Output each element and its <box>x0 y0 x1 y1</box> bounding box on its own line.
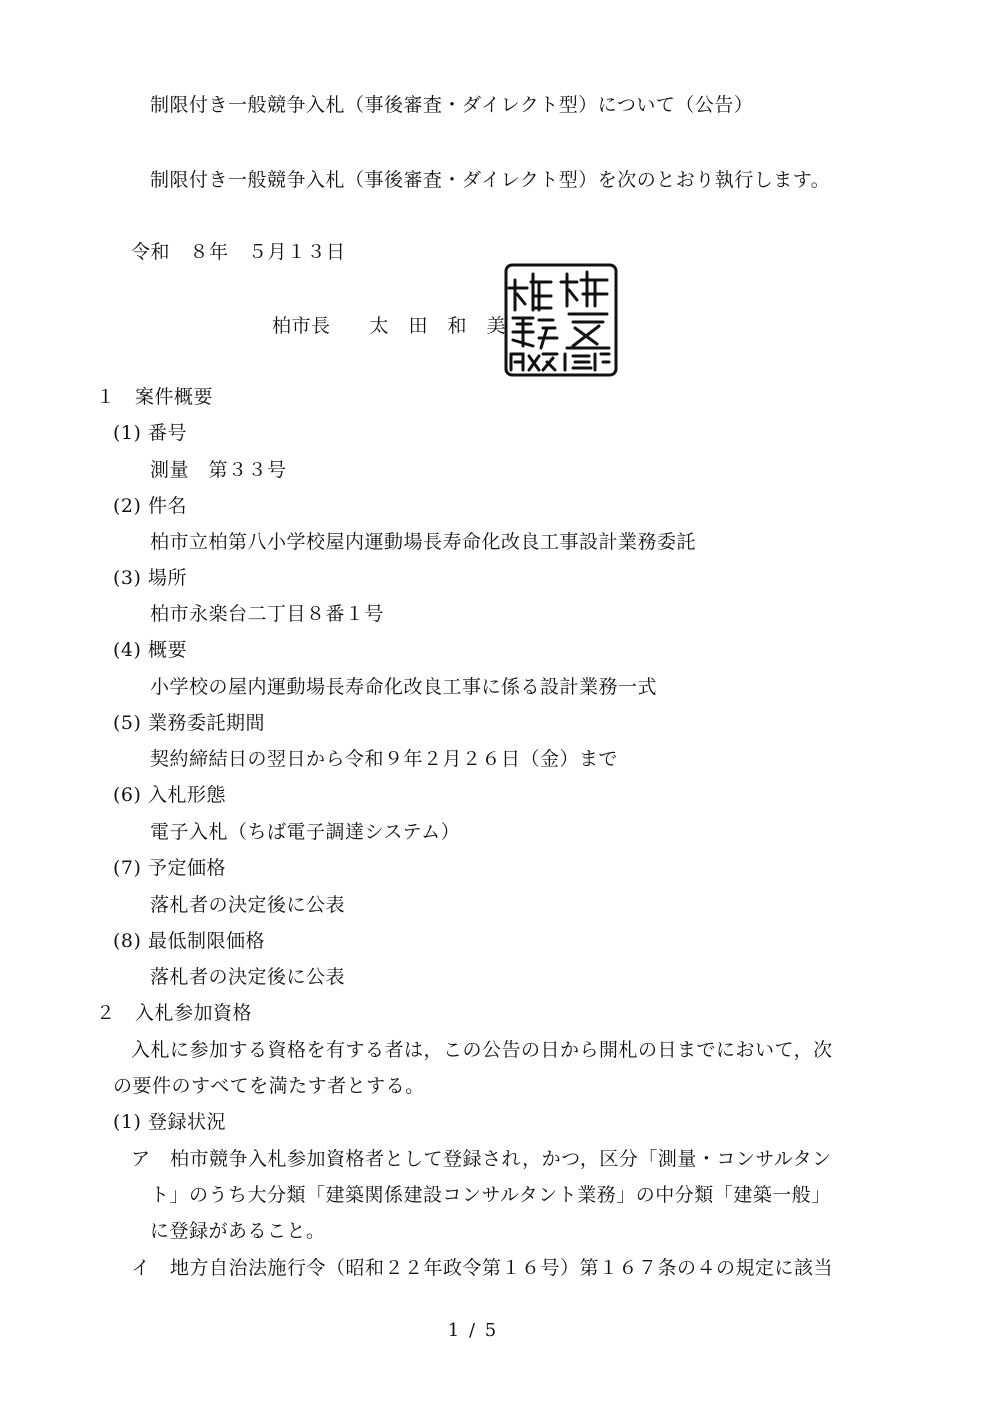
requirement-a-line-2: ト」のうち大分類「建築関係建設コンサルタント業務」の中分類「建築一般」 <box>150 1184 831 1206</box>
item-1-value: 測量 第３３号 <box>150 459 287 481</box>
section-1-heading: １ 案件概要 <box>96 386 214 408</box>
item-8-label: (8) 最低制限価格 <box>113 930 265 952</box>
subsection-1-label: (1) 登録状況 <box>113 1111 226 1133</box>
requirement-a-line-1: ア 柏市競争入札参加資格者として登録され，かつ，区分「測量・コンサルタン <box>131 1148 832 1170</box>
item-8-value: 落札者の決定後に公表 <box>150 966 346 988</box>
issue-date: 令和 ８年 ５月１３日 <box>131 241 346 263</box>
section-2-paragraph-line-1: 入札に参加する資格を有する者は，この公告の日から開札の日までにおいて，次 <box>131 1039 833 1061</box>
requirement-i-line-1: イ 地方自治法施行令（昭和２２年政令第１６号）第１６７条の４の規定に該当 <box>131 1257 834 1279</box>
page-number: 1 / 5 <box>447 1320 499 1341</box>
issuer-name: 柏市長 太 田 和 美 <box>272 315 507 337</box>
requirement-a-line-3: に登録があること。 <box>150 1220 326 1242</box>
item-5-label: (5) 業務委託期間 <box>113 712 265 734</box>
item-4-value: 小学校の屋内運動場長寿命化改良工事に係る設計業務一式 <box>150 676 658 698</box>
official-seal <box>503 262 619 378</box>
section-2-heading: ２ 入札参加資格 <box>96 1002 253 1024</box>
item-7-value: 落札者の決定後に公表 <box>150 894 346 916</box>
item-3-label: (3) 場所 <box>113 567 187 589</box>
section-2-paragraph-line-2: の要件のすべてを満たす者とする。 <box>113 1075 425 1097</box>
item-1-label: (1) 番号 <box>113 422 187 444</box>
item-7-label: (7) 予定価格 <box>113 857 226 879</box>
item-6-label: (6) 入札形態 <box>113 784 226 806</box>
item-2-label: (2) 件名 <box>113 495 187 517</box>
document-title: 制限付き一般競争入札（事後審査・ダイレクト型）について（公告） <box>150 94 754 116</box>
item-6-value: 電子入札（ちば電子調達システム） <box>150 821 461 843</box>
item-4-label: (4) 概要 <box>113 639 187 661</box>
item-3-value: 柏市永楽台二丁目８番１号 <box>150 603 385 625</box>
item-5-value: 契約締結日の翌日から令和９年２月２６日（金）まで <box>150 748 619 770</box>
intro-text: 制限付き一般競争入札（事後審査・ダイレクト型）を次のとおり執行します。 <box>150 169 831 191</box>
item-2-value: 柏市立柏第八小学校屋内運動場長寿命化改良工事設計業務委託 <box>150 531 697 553</box>
